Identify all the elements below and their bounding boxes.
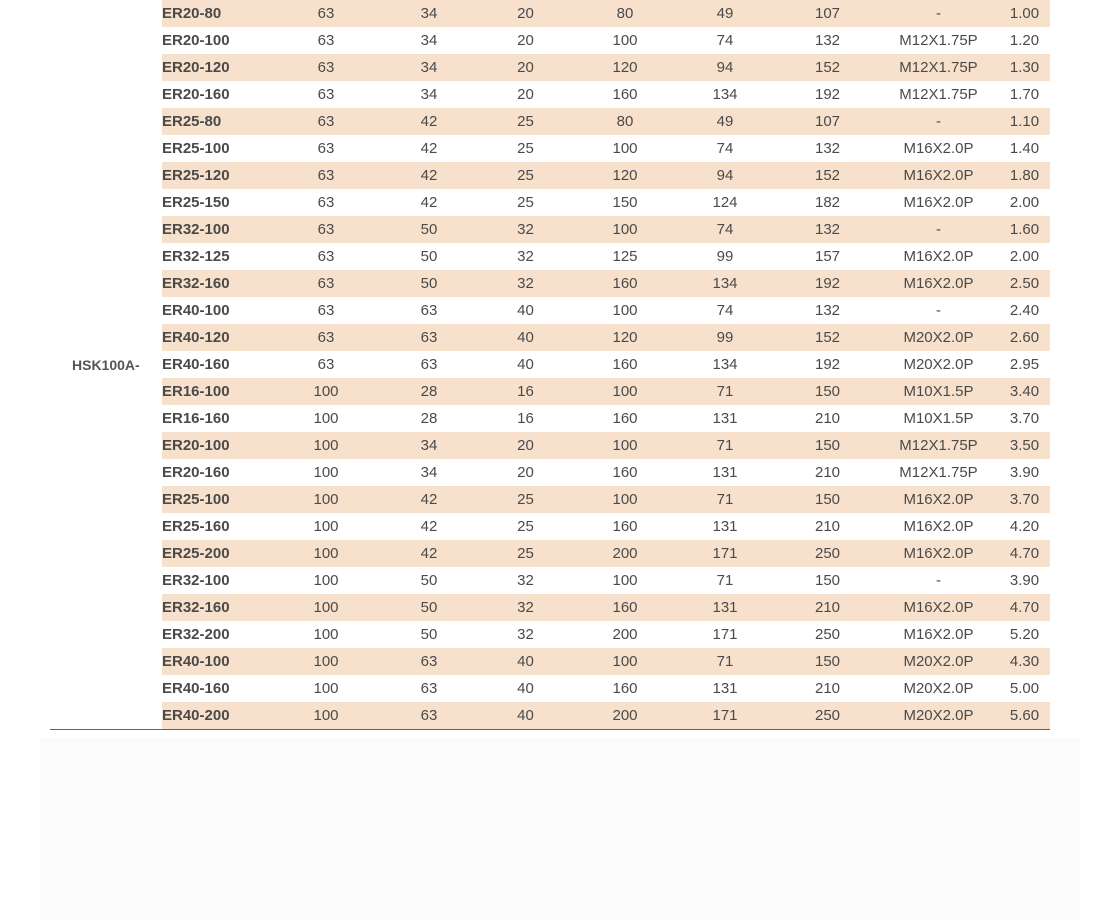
- model-cell: ER25-150: [162, 189, 268, 216]
- d1-cell: 63: [268, 162, 384, 189]
- d1-cell: 100: [268, 675, 384, 702]
- thread-cell: M20X2.0P: [878, 702, 999, 729]
- table-row: [50, 675, 1050, 702]
- length-cell: 125: [577, 243, 673, 270]
- l1-cell: 131: [673, 594, 777, 621]
- d1-cell: 63: [268, 216, 384, 243]
- table-row: [50, 351, 1050, 378]
- length-cell: 80: [577, 108, 673, 135]
- table-row: [50, 567, 1050, 594]
- length-cell: 100: [577, 27, 673, 54]
- spec-table: [50, 0, 1050, 729]
- d2-cell: 42: [384, 108, 474, 135]
- d2-cell: 34: [384, 0, 474, 27]
- model-cell: ER16-100: [162, 378, 268, 405]
- length-cell: 160: [577, 351, 673, 378]
- d2-cell: 50: [384, 216, 474, 243]
- d2-cell: 28: [384, 405, 474, 432]
- table-row: [50, 270, 1050, 297]
- thread-cell: M16X2.0P: [878, 594, 999, 621]
- d1-cell: 100: [268, 432, 384, 459]
- length-cell: 100: [577, 432, 673, 459]
- d1-cell: 63: [268, 351, 384, 378]
- thread-cell: -: [878, 567, 999, 594]
- d1-cell: 100: [268, 594, 384, 621]
- l2-cell: 132: [777, 297, 878, 324]
- l1-cell: 49: [673, 108, 777, 135]
- length-cell: 200: [577, 621, 673, 648]
- table-row: [50, 297, 1050, 324]
- weight-cell: 1.70: [999, 81, 1050, 108]
- length-cell: 100: [577, 378, 673, 405]
- d1-cell: 100: [268, 621, 384, 648]
- l1-cell: 171: [673, 621, 777, 648]
- weight-cell: 5.20: [999, 621, 1050, 648]
- model-cell: ER40-160: [162, 351, 268, 378]
- model-cell: ER32-160: [162, 594, 268, 621]
- d3-cell: 32: [474, 567, 577, 594]
- model-cell: ER20-160: [162, 81, 268, 108]
- length-cell: 160: [577, 594, 673, 621]
- length-cell: 160: [577, 675, 673, 702]
- table-row: [50, 324, 1050, 351]
- thread-cell: M10X1.5P: [878, 378, 999, 405]
- d1-cell: 63: [268, 54, 384, 81]
- d2-cell: 28: [384, 378, 474, 405]
- l2-cell: 250: [777, 621, 878, 648]
- weight-cell: 1.30: [999, 54, 1050, 81]
- d1-cell: 63: [268, 108, 384, 135]
- model-cell: ER40-100: [162, 297, 268, 324]
- model-cell: ER40-160: [162, 675, 268, 702]
- l1-cell: 74: [673, 216, 777, 243]
- length-cell: 80: [577, 0, 673, 27]
- table-row: [50, 27, 1050, 54]
- table-row: [50, 162, 1050, 189]
- model-cell: ER20-160: [162, 459, 268, 486]
- d1-cell: 100: [268, 486, 384, 513]
- model-cell: ER20-100: [162, 432, 268, 459]
- model-cell: ER25-200: [162, 540, 268, 567]
- l2-cell: 210: [777, 594, 878, 621]
- length-cell: 100: [577, 135, 673, 162]
- length-cell: 100: [577, 216, 673, 243]
- weight-cell: 2.00: [999, 243, 1050, 270]
- d2-cell: 63: [384, 297, 474, 324]
- length-cell: 120: [577, 162, 673, 189]
- d3-cell: 40: [474, 702, 577, 729]
- d3-cell: 40: [474, 351, 577, 378]
- d2-cell: 42: [384, 162, 474, 189]
- thread-cell: M12X1.75P: [878, 27, 999, 54]
- l1-cell: 94: [673, 162, 777, 189]
- d3-cell: 40: [474, 675, 577, 702]
- d2-cell: 34: [384, 459, 474, 486]
- thread-cell: M12X1.75P: [878, 432, 999, 459]
- l2-cell: 152: [777, 162, 878, 189]
- d1-cell: 100: [268, 648, 384, 675]
- model-cell: ER20-120: [162, 54, 268, 81]
- thread-cell: M12X1.75P: [878, 459, 999, 486]
- thread-cell: M10X1.5P: [878, 405, 999, 432]
- l2-cell: 150: [777, 486, 878, 513]
- d1-cell: 100: [268, 459, 384, 486]
- l1-cell: 74: [673, 135, 777, 162]
- model-cell: ER40-120: [162, 324, 268, 351]
- l1-cell: 71: [673, 567, 777, 594]
- table-row: [50, 648, 1050, 675]
- l2-cell: 107: [777, 108, 878, 135]
- d1-cell: 63: [268, 297, 384, 324]
- thread-cell: -: [878, 216, 999, 243]
- length-cell: 100: [577, 297, 673, 324]
- weight-cell: 1.80: [999, 162, 1050, 189]
- d3-cell: 40: [474, 297, 577, 324]
- length-cell: 100: [577, 648, 673, 675]
- thread-cell: M20X2.0P: [878, 324, 999, 351]
- d3-cell: 32: [474, 270, 577, 297]
- l2-cell: 250: [777, 702, 878, 729]
- d3-cell: 32: [474, 621, 577, 648]
- thread-cell: M12X1.75P: [878, 54, 999, 81]
- model-cell: ER32-125: [162, 243, 268, 270]
- model-cell: ER20-100: [162, 27, 268, 54]
- d1-cell: 63: [268, 270, 384, 297]
- length-cell: 160: [577, 459, 673, 486]
- l1-cell: 74: [673, 297, 777, 324]
- d1-cell: 100: [268, 540, 384, 567]
- l2-cell: 210: [777, 513, 878, 540]
- length-cell: 160: [577, 270, 673, 297]
- model-cell: ER32-160: [162, 270, 268, 297]
- table-row: [50, 621, 1050, 648]
- l1-cell: 94: [673, 54, 777, 81]
- d1-cell: 100: [268, 405, 384, 432]
- d2-cell: 42: [384, 540, 474, 567]
- d1-cell: 100: [268, 702, 384, 729]
- thread-cell: M16X2.0P: [878, 135, 999, 162]
- thread-cell: M16X2.0P: [878, 621, 999, 648]
- model-cell: ER16-160: [162, 405, 268, 432]
- l2-cell: 132: [777, 216, 878, 243]
- d3-cell: 25: [474, 486, 577, 513]
- table-bottom-rule: [50, 729, 1050, 730]
- table-row: [50, 486, 1050, 513]
- series-label: HSK100A-: [50, 0, 162, 729]
- l1-cell: 131: [673, 513, 777, 540]
- d1-cell: 63: [268, 0, 384, 27]
- l1-cell: 71: [673, 432, 777, 459]
- l2-cell: 192: [777, 270, 878, 297]
- model-cell: ER20-80: [162, 0, 268, 27]
- weight-cell: 4.70: [999, 594, 1050, 621]
- table-row: [50, 0, 1050, 27]
- model-cell: ER25-160: [162, 513, 268, 540]
- length-cell: 200: [577, 702, 673, 729]
- l2-cell: 150: [777, 648, 878, 675]
- thread-cell: M20X2.0P: [878, 648, 999, 675]
- thread-cell: -: [878, 108, 999, 135]
- spec-table-body: [50, 0, 1050, 729]
- table-row: [50, 405, 1050, 432]
- l1-cell: 74: [673, 27, 777, 54]
- thread-cell: -: [878, 297, 999, 324]
- weight-cell: 3.40: [999, 378, 1050, 405]
- table-row: [50, 243, 1050, 270]
- weight-cell: 1.20: [999, 27, 1050, 54]
- weight-cell: 1.10: [999, 108, 1050, 135]
- l2-cell: 192: [777, 81, 878, 108]
- model-cell: ER40-200: [162, 702, 268, 729]
- weight-cell: 2.40: [999, 297, 1050, 324]
- table-row: [50, 189, 1050, 216]
- length-cell: 120: [577, 54, 673, 81]
- weight-cell: 1.40: [999, 135, 1050, 162]
- thread-cell: M16X2.0P: [878, 243, 999, 270]
- length-cell: 120: [577, 324, 673, 351]
- d2-cell: 63: [384, 675, 474, 702]
- d3-cell: 25: [474, 162, 577, 189]
- l2-cell: 150: [777, 378, 878, 405]
- d1-cell: 63: [268, 243, 384, 270]
- length-cell: 160: [577, 513, 673, 540]
- table-row: [50, 108, 1050, 135]
- weight-cell: 2.00: [999, 189, 1050, 216]
- thread-cell: M16X2.0P: [878, 486, 999, 513]
- weight-cell: 2.60: [999, 324, 1050, 351]
- weight-cell: 1.00: [999, 0, 1050, 27]
- faded-overlay: [40, 738, 1080, 920]
- l2-cell: 150: [777, 432, 878, 459]
- d3-cell: 32: [474, 594, 577, 621]
- l1-cell: 134: [673, 351, 777, 378]
- l1-cell: 71: [673, 486, 777, 513]
- weight-cell: 3.90: [999, 567, 1050, 594]
- d2-cell: 50: [384, 621, 474, 648]
- d2-cell: 63: [384, 324, 474, 351]
- d2-cell: 34: [384, 54, 474, 81]
- d2-cell: 42: [384, 135, 474, 162]
- table-row: [50, 216, 1050, 243]
- model-cell: ER40-100: [162, 648, 268, 675]
- d1-cell: 63: [268, 81, 384, 108]
- l2-cell: 152: [777, 324, 878, 351]
- d1-cell: 63: [268, 135, 384, 162]
- thread-cell: M16X2.0P: [878, 270, 999, 297]
- weight-cell: 5.00: [999, 675, 1050, 702]
- table-row: [50, 432, 1050, 459]
- d2-cell: 42: [384, 513, 474, 540]
- l2-cell: 107: [777, 0, 878, 27]
- l2-cell: 132: [777, 135, 878, 162]
- d2-cell: 34: [384, 27, 474, 54]
- model-cell: ER32-200: [162, 621, 268, 648]
- table-row: [50, 81, 1050, 108]
- d2-cell: 63: [384, 702, 474, 729]
- d3-cell: 20: [474, 459, 577, 486]
- l1-cell: 131: [673, 405, 777, 432]
- l2-cell: 132: [777, 27, 878, 54]
- d3-cell: 40: [474, 324, 577, 351]
- d1-cell: 63: [268, 27, 384, 54]
- d2-cell: 50: [384, 594, 474, 621]
- d2-cell: 34: [384, 81, 474, 108]
- length-cell: 100: [577, 567, 673, 594]
- l1-cell: 71: [673, 378, 777, 405]
- model-cell: ER25-120: [162, 162, 268, 189]
- l2-cell: 152: [777, 54, 878, 81]
- thread-cell: M16X2.0P: [878, 189, 999, 216]
- d1-cell: 100: [268, 567, 384, 594]
- l1-cell: 99: [673, 324, 777, 351]
- table-row: [50, 513, 1050, 540]
- d2-cell: 63: [384, 351, 474, 378]
- model-cell: ER32-100: [162, 216, 268, 243]
- thread-cell: M20X2.0P: [878, 351, 999, 378]
- length-cell: 160: [577, 405, 673, 432]
- thread-cell: M16X2.0P: [878, 162, 999, 189]
- d2-cell: 50: [384, 567, 474, 594]
- weight-cell: 4.30: [999, 648, 1050, 675]
- l1-cell: 131: [673, 675, 777, 702]
- d3-cell: 25: [474, 513, 577, 540]
- d3-cell: 20: [474, 432, 577, 459]
- d3-cell: 20: [474, 81, 577, 108]
- d3-cell: 32: [474, 243, 577, 270]
- l1-cell: 99: [673, 243, 777, 270]
- d3-cell: 25: [474, 135, 577, 162]
- d3-cell: 40: [474, 648, 577, 675]
- table-row: [50, 702, 1050, 729]
- l2-cell: 210: [777, 675, 878, 702]
- l2-cell: 210: [777, 459, 878, 486]
- l1-cell: 124: [673, 189, 777, 216]
- l2-cell: 157: [777, 243, 878, 270]
- l2-cell: 150: [777, 567, 878, 594]
- table-row: [50, 54, 1050, 81]
- thread-cell: M12X1.75P: [878, 81, 999, 108]
- length-cell: 160: [577, 81, 673, 108]
- table-row: [50, 378, 1050, 405]
- weight-cell: 3.70: [999, 405, 1050, 432]
- d3-cell: 32: [474, 216, 577, 243]
- length-cell: 200: [577, 540, 673, 567]
- weight-cell: 5.60: [999, 702, 1050, 729]
- table-row: [50, 459, 1050, 486]
- d1-cell: 63: [268, 189, 384, 216]
- thread-cell: -: [878, 0, 999, 27]
- model-cell: ER32-100: [162, 567, 268, 594]
- l1-cell: 171: [673, 702, 777, 729]
- d2-cell: 42: [384, 486, 474, 513]
- table-row: [50, 135, 1050, 162]
- l1-cell: 71: [673, 648, 777, 675]
- length-cell: 150: [577, 189, 673, 216]
- d2-cell: 50: [384, 243, 474, 270]
- d3-cell: 20: [474, 27, 577, 54]
- d3-cell: 16: [474, 378, 577, 405]
- d2-cell: 50: [384, 270, 474, 297]
- l1-cell: 134: [673, 81, 777, 108]
- weight-cell: 4.20: [999, 513, 1050, 540]
- l2-cell: 192: [777, 351, 878, 378]
- weight-cell: 2.50: [999, 270, 1050, 297]
- d2-cell: 63: [384, 648, 474, 675]
- length-cell: 100: [577, 486, 673, 513]
- l1-cell: 171: [673, 540, 777, 567]
- l1-cell: 134: [673, 270, 777, 297]
- d2-cell: 34: [384, 432, 474, 459]
- d3-cell: 16: [474, 405, 577, 432]
- model-cell: ER25-100: [162, 135, 268, 162]
- l2-cell: 210: [777, 405, 878, 432]
- model-cell: ER25-100: [162, 486, 268, 513]
- d3-cell: 25: [474, 108, 577, 135]
- thread-cell: M16X2.0P: [878, 513, 999, 540]
- l2-cell: 182: [777, 189, 878, 216]
- model-cell: ER25-80: [162, 108, 268, 135]
- d1-cell: 100: [268, 378, 384, 405]
- d3-cell: 25: [474, 189, 577, 216]
- d1-cell: 63: [268, 324, 384, 351]
- d1-cell: 100: [268, 513, 384, 540]
- weight-cell: 3.70: [999, 486, 1050, 513]
- table-row: [50, 540, 1050, 567]
- thread-cell: M20X2.0P: [878, 675, 999, 702]
- l1-cell: 49: [673, 0, 777, 27]
- d3-cell: 20: [474, 54, 577, 81]
- d3-cell: 25: [474, 540, 577, 567]
- d3-cell: 20: [474, 0, 577, 27]
- weight-cell: 2.95: [999, 351, 1050, 378]
- weight-cell: 3.90: [999, 459, 1050, 486]
- table-row: [50, 594, 1050, 621]
- weight-cell: 3.50: [999, 432, 1050, 459]
- weight-cell: 1.60: [999, 216, 1050, 243]
- l2-cell: 250: [777, 540, 878, 567]
- thread-cell: M16X2.0P: [878, 540, 999, 567]
- l1-cell: 131: [673, 459, 777, 486]
- d2-cell: 42: [384, 189, 474, 216]
- weight-cell: 4.70: [999, 540, 1050, 567]
